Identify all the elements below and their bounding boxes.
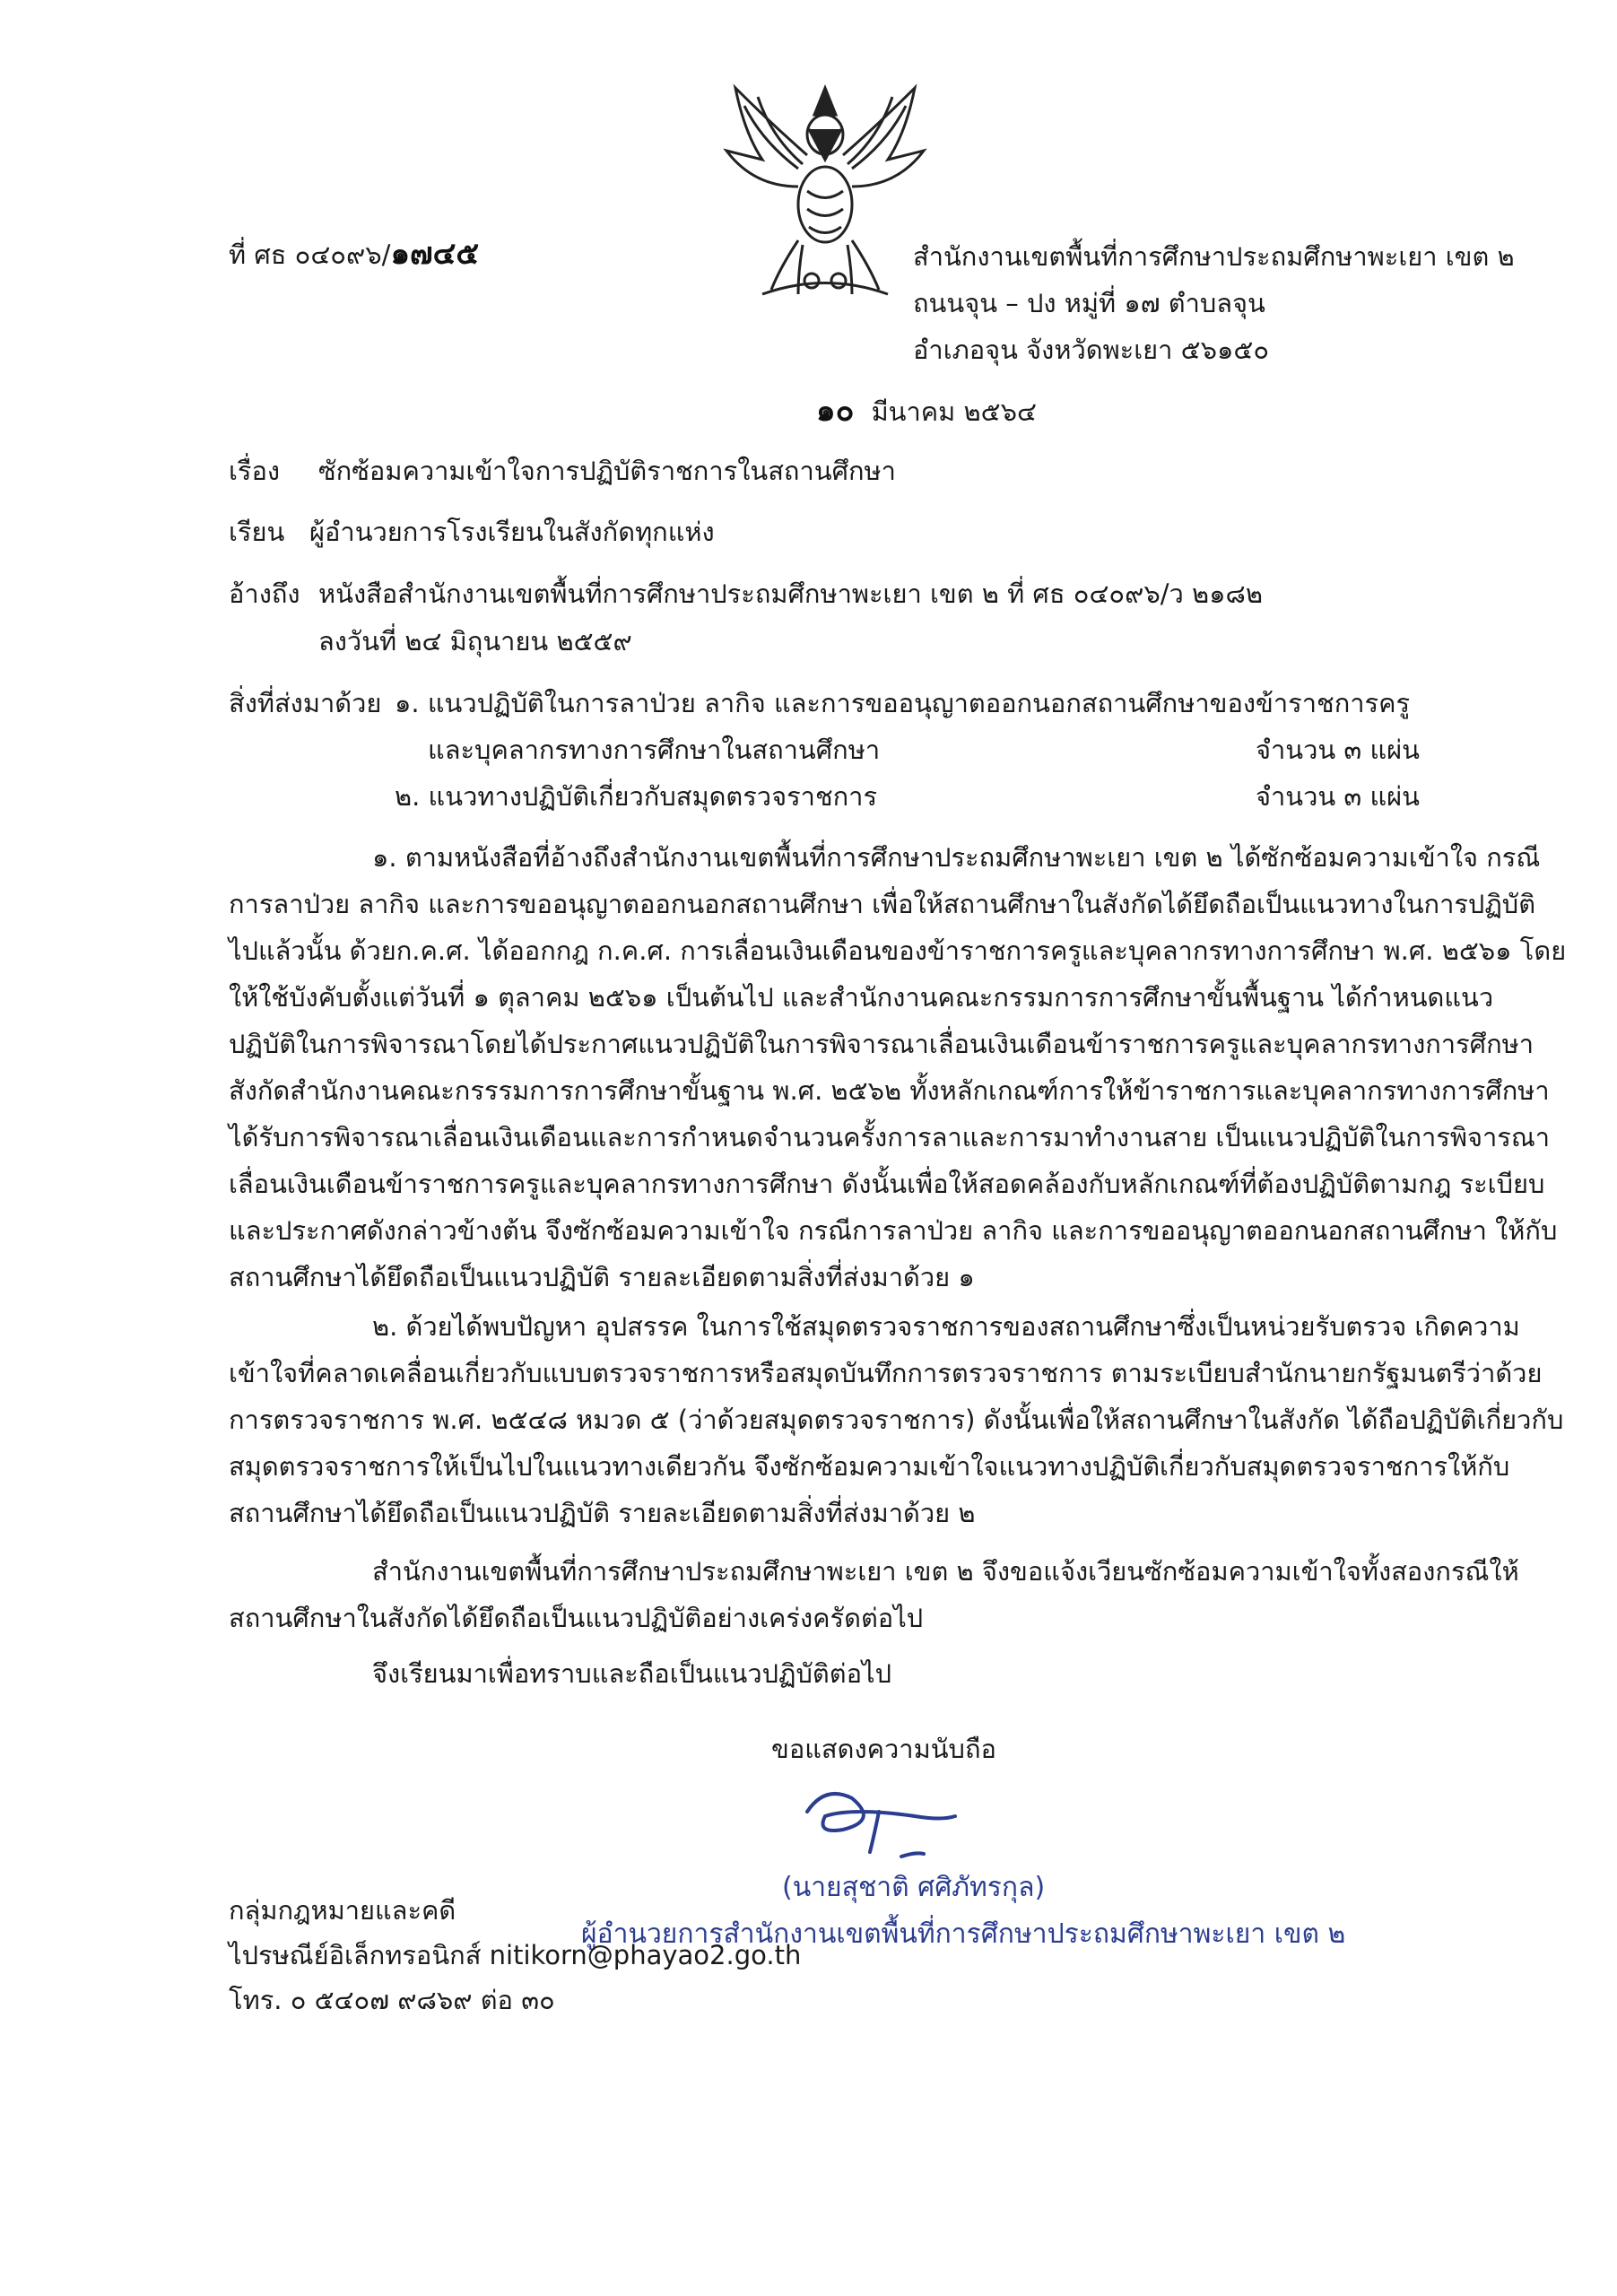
ref-prefix: ที่ ศธ ๐๔๐๙๖/ — [229, 239, 391, 270]
signatory-name: (นายสุชาติ ศศิภัทรกุล) — [782, 1872, 1046, 1903]
footer-phone: โทร. ๐ ๕๔๐๗ ๙๘๖๙ ต่อ ๓๐ — [229, 1985, 555, 2015]
office-address-line-2: ถนนจุน – ปง หมู่ที่ ๑๗ ตำบลจุน — [913, 288, 1265, 318]
para3-line: สำนักงานเขตพื้นที่การศึกษาประถมศึกษาพะเยา เขต ๒ จึงขอแจ้งเวียนซักซ้อมความเข้าใจทั้งสองกรณีให้ — [372, 1556, 1519, 1587]
reference-line-1: หนังสือสำนักงานเขตพื้นที่การศึกษาประถมศึกษาพะเยา เขต ๒ ที่ ศธ ๐๔๐๙๖/ว ๒๑๘๒ — [318, 578, 1264, 609]
para1-line: เลื่อนเงินเดือนข้าราชการครูและบุคลากรทางการศึกษา ดังนั้นเพื่อให้สอดคล้องกับหลักเกณฑ์ที่ต้องปฏิบัติตามกฎ ระเบียบ — [229, 1169, 1545, 1199]
signatory-position: ผู้อำนวยการสำนักงานเขตพื้นที่การศึกษาประถมศึกษาพะเยา เขต ๒ — [581, 1918, 1346, 1950]
recipient-label: เรียน — [229, 517, 285, 547]
date-month-year: มีนาคม ๒๕๖๔ — [871, 396, 1037, 427]
footer-division: กลุ่มกฎหมายและคดี — [229, 1895, 456, 1926]
para1-line: ให้ใช้บังคับตั้งแต่วันที่ ๑ ตุลาคม ๒๕๖๑ เป็นต้นไป และสำนักงานคณะกรรมการการศึกษาขั้นพื้นฐาน ได้กำหนดแนว — [229, 982, 1494, 1013]
handwritten-signature — [789, 1780, 969, 1879]
para1-line: การลาป่วย ลากิจ และการขออนุญาตออกนอกสถานศึกษา เพื่อให้สถานศึกษาในสังกัดได้ยึดถือเป็นแนวทางในการปฏิบัติ — [229, 889, 1536, 919]
document-date — [816, 393, 1037, 430]
office-address-line-1: สำนักงานเขตพื้นที่การศึกษาประถมศึกษาพะเยา เขต ๒ — [913, 241, 1515, 272]
para1-line: สังกัดสำนักงานคณะกรรรมการการศึกษาขั้นฐาน พ.ศ. ๒๕๖๒ ทั้งหลักเกณฑ์การให้ข้าราชการและบุคลากรทางการศึกษา — [229, 1075, 1550, 1106]
closing-sentence: จึงเรียนมาเพื่อทราบและถือเป็นแนวปฏิบัติต่อไป — [372, 1658, 892, 1689]
para2-line: สมุดตรวจราชการให้เป็นไปในแนวทางเดียวกัน จึงซักซ้อมความเข้าใจแนวทางปฏิบัติเกี่ยวกับสมุดตรวจราชการให้กับ — [229, 1451, 1510, 1482]
enclosure-2-qty: จำนวน ๓ แผ่น — [1256, 781, 1420, 812]
garuda-emblem-icon — [709, 70, 942, 303]
para1-line: ปฏิบัติในการพิจารณาโดยได้ประกาศแนวปฏิบัติในการพิจารณาเลื่อนเงินเดือนข้าราชการครูและบุคลากรทางการศึกษา — [229, 1029, 1534, 1059]
subject-label: เรื่อง — [229, 456, 281, 486]
reference-line-2: ลงวันที่ ๒๔ มิถุนายน ๒๕๕๙ — [318, 626, 632, 657]
para1-line: ไปแล้วนั้น ด้วยก.ค.ศ. ได้ออกกฎ ก.ค.ศ. การเลื่อนเงินเดือนของข้าราชการครูและบุคลากรทางการศึกษา พ.ศ. ๒๕๖๑ โดย — [229, 935, 1567, 966]
enclosure-1-qty: จำนวน ๓ แผ่น — [1256, 735, 1420, 765]
recipient-text: ผู้อำนวยการโรงเรียนในสังกัดทุกแห่ง — [309, 517, 715, 547]
date-day-handwritten: ๑๐ — [816, 393, 855, 429]
para2-line: ๒. ด้วยได้พบปัญหา อุปสรรค ในการใช้สมุดตรวจราชการของสถานศึกษาซึ่งเป็นหน่วยรับตรวจ เกิดความ — [372, 1311, 1520, 1342]
enclosure-1-line-2: และบุคลากรทางการศึกษาในสถานศึกษา — [428, 735, 881, 765]
office-address-line-3: อำเภอจุน จังหวัดพะเยา ๕๖๑๕๐ — [913, 335, 1270, 365]
para2-line: สถานศึกษาได้ยึดถือเป็นแนวปฏิบัติ รายละเอียดตามสิ่งที่ส่งมาด้วย ๒ — [229, 1498, 976, 1528]
para3-line: สถานศึกษาในสังกัดได้ยึดถือเป็นแนวปฏิบัติอย่างเคร่งครัดต่อไป — [229, 1603, 924, 1633]
para2-line: การตรวจราชการ พ.ศ. ๒๕๔๘ หมวด ๕ (ว่าด้วยสมุดตรวจราชการ) ดังนั้นเพื่อให้สถานศึกษาในสังกัด ได้ถือปฏิบัติเกี่ยวกับ — [229, 1405, 1564, 1435]
para1-line: ๑. ตามหนังสือที่อ้างถึงสำนักงานเขตพื้นที่การศึกษาประถมศึกษาพะเยา เขต ๒ ได้ซักซ้อมความเข้าใจ กรณี — [372, 842, 1541, 873]
subject-text: ซักซ้อมความเข้าใจการปฏิบัติราชการในสถานศึกษา — [318, 456, 896, 486]
para1-line: ได้รับการพิจารณาเลื่อนเงินเดือนและการกำหนดจำนวนครั้งการลาและการมาทำงานสาย เป็นแนวปฏิบัติในการพิจารณา — [229, 1122, 1551, 1152]
enclosures-label: สิ่งที่ส่งมาด้วย — [229, 688, 382, 718]
enclosure-2-line-1: ๒. แนวทางปฏิบัติเกี่ยวกับสมุดตรวจราชการ — [395, 781, 878, 812]
regards-text: ขอแสดงความนับถือ — [771, 1734, 996, 1764]
para1-line: สถานศึกษาได้ยึดถือเป็นแนวปฏิบัติ รายละเอียดตามสิ่งที่ส่งมาด้วย ๑ — [229, 1262, 975, 1292]
document-ref-number — [229, 236, 479, 273]
enclosure-1-line-1: ๑. แนวปฏิบัติในการลาป่วย ลากิจ และการขออนุญาตออกนอกสถานศึกษาของข้าราชการครู — [395, 688, 1411, 718]
para2-line: เข้าใจที่คลาดเคลื่อนเกี่ยวกับแบบตรวจราชการหรือสมุดบันทึกการตรวจราชการ ตามระเบียบสำนักนายกรัฐมนตรีว่าด้วย — [229, 1358, 1543, 1388]
para1-line: และประกาศดังกล่าวข้างต้น จึงซักซ้อมความเข้าใจ กรณีการลาป่วย ลากิจ และการขออนุญาตออกนอกสถานศึกษา ให้กับ — [229, 1215, 1558, 1246]
reference-label: อ้างถึง — [229, 578, 300, 609]
ref-number-handwritten: ๑๗๔๕ — [390, 236, 480, 272]
footer-email: ไปรษณีย์อิเล็กทรอนิกส์ nitikorn@phayao2.go.th — [229, 1940, 802, 1970]
